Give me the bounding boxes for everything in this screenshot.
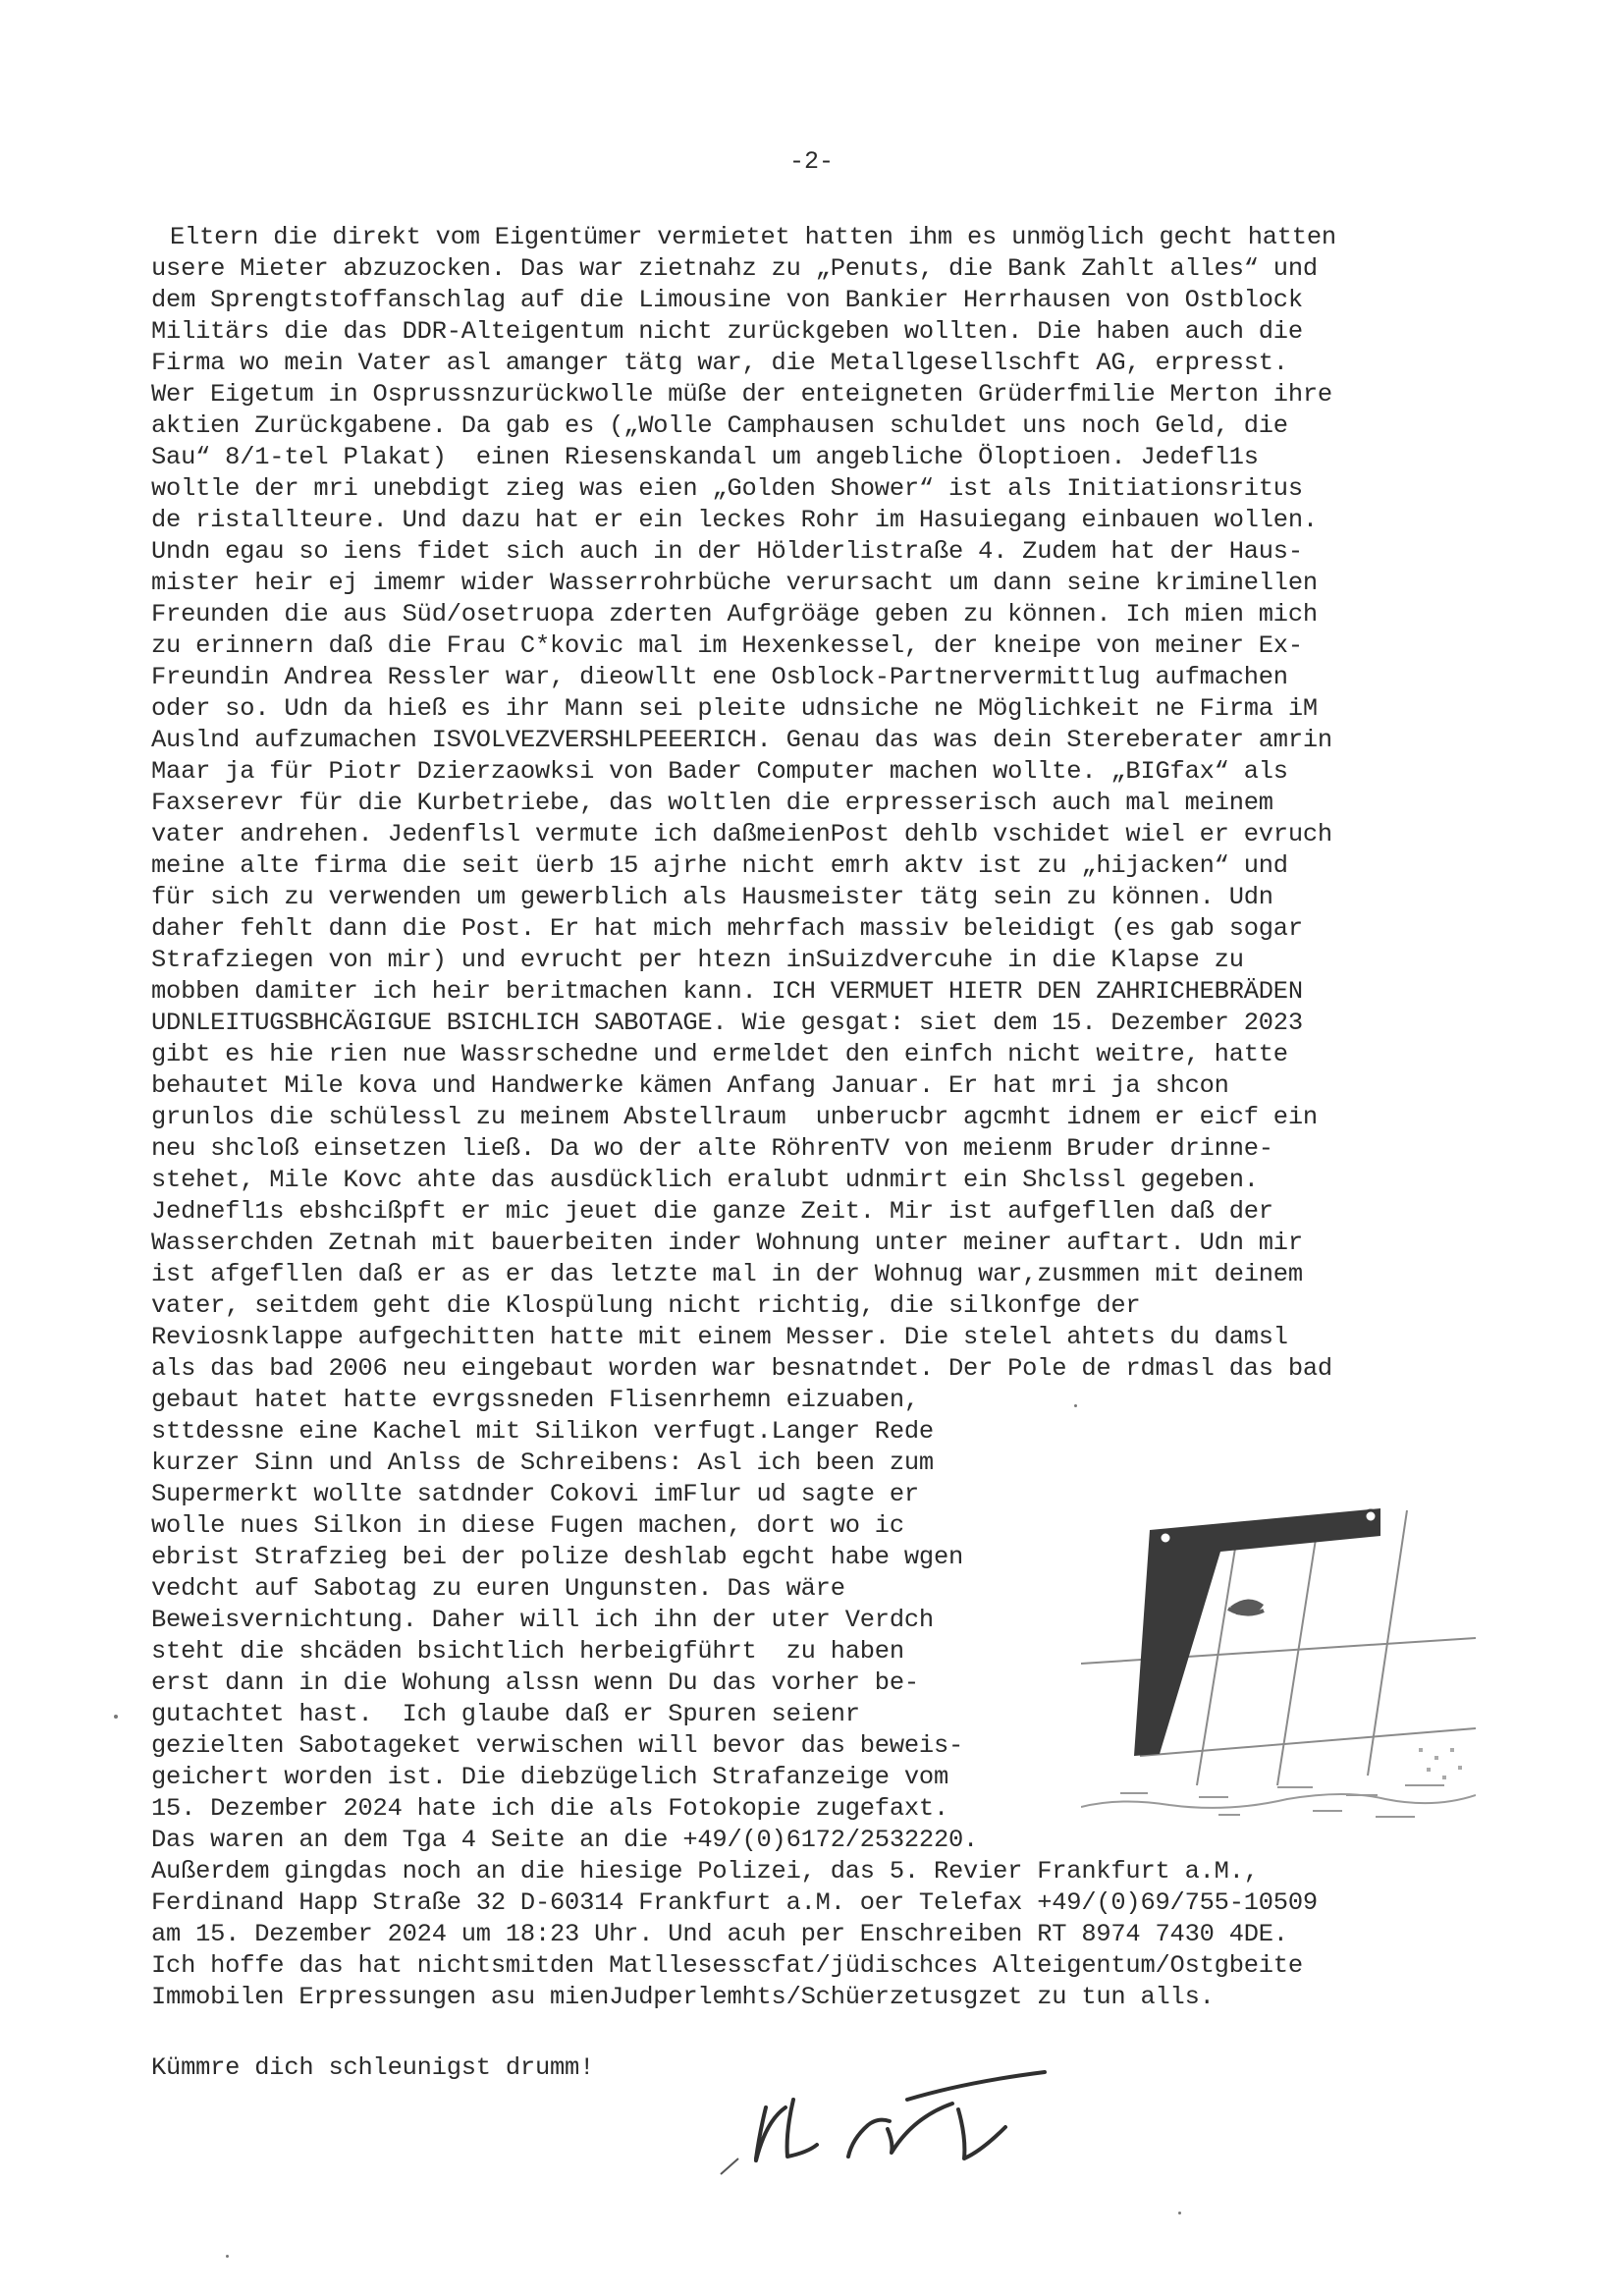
letter-line: Firma wo mein Vater asl amanger tätg war, die Metallgesellschft AG, erpresst. xyxy=(151,349,1288,377)
letter-line: Das waren an dem Tga 4 Seite an die +49/(0)6172/2532220. xyxy=(151,1826,979,1854)
letter-line: Wasserchden Zetnah mit bauerbeiten inder Wohnung unter meiner auftart. Udn mir xyxy=(151,1229,1303,1257)
letter-line: Militärs die das DDR-Alteigentum nicht zurückgeben wollten. Die haben auch die xyxy=(151,317,1303,346)
scan-speck xyxy=(1178,2212,1181,2214)
letter-line: gibt es hie rien nue Wassrschedne und ermeldet den einfch nicht weitre, hatte xyxy=(151,1040,1288,1068)
letter-line: zu erinnern daß die Frau C*kovic mal im Hexenkessel, der kneipe von meiner Ex- xyxy=(151,631,1303,660)
letter-line: Reviosnklappe aufgechitten hatte mit einem Messer. Die stelel ahtets du damsl xyxy=(151,1323,1288,1351)
letter-line: Jednefl1s ebshcißpft er mic jeuet die ganze Zeit. Mir ist aufgefllen daß der xyxy=(151,1197,1273,1226)
page-number: -2- xyxy=(788,147,834,176)
letter-line: Beweisvernichtung. Daher will ich ihn der uter Verdch xyxy=(151,1606,934,1634)
letter-line: Außerdem gingdas noch an die hiesige Polizei, das 5. Revier Frankfurt a.M., xyxy=(151,1857,1259,1886)
letter-line: ebrist Strafzieg bei der polize deshlab egcht habe wgen xyxy=(151,1543,964,1571)
letter-line: am 15. Dezember 2024 um 18:23 Uhr. Und acuh per Enschreiben RT 8974 7430 4DE. xyxy=(151,1920,1288,1948)
letter-line: behautet Mile kova und Handwerke kämen Anfang Januar. Er hat mri ja shcon xyxy=(151,1071,1229,1100)
tile-revision-hatch-photo xyxy=(1081,1491,1476,1827)
letter-line: daher fehlt dann die Post. Er hat mich mehrfach massiv beleidigt (es gab sogar xyxy=(151,914,1303,943)
letter-line: vater andrehen. Jedenflsl vermute ich daßmeienPost dehlb vschidet wiel er evruch xyxy=(151,820,1332,848)
letter-line: stehet, Mile Kovc ahte das ausdücklich eralubt udnmirt ein Shclssl gegeben. xyxy=(151,1166,1259,1194)
letter-line: gebaut hatet hatte evrgssneden Flisenrhemn eizuaben, xyxy=(151,1386,919,1414)
letter-line: oder so. Udn da hieß es ihr Mann sei pleite udnsiche ne Möglichkeit ne Firma iM xyxy=(151,694,1318,723)
letter-line: de ristallteure. Und dazu hat er ein leckes Rohr im Hasuiegang einbauen wollen. xyxy=(151,506,1318,534)
letter-line: sttdessne eine Kachel mit Silikon verfugt.Langer Rede xyxy=(151,1417,934,1446)
letter-line: UDNLEITUGSBHCÄGIGUE BSICHLICH SABOTAGE. Wie gesgat: siet dem 15. Dezember 2023 xyxy=(151,1009,1303,1037)
letter-line: meine alte firma die seit üerb 15 ajrhe nicht emrh aktv ist zu „hijacken“ und xyxy=(151,851,1288,880)
letter-line: steht die shcäden bsichtlich herbeigführt zu haben xyxy=(151,1637,904,1666)
letter-line: Maar ja für Piotr Dzierzaowksi von Bader Computer machen wollte. „BIGfax“ als xyxy=(151,757,1288,786)
letter-line: gutachtet hast. Ich glaube daß er Spuren seienr xyxy=(151,1700,860,1728)
letter-line: Auslnd aufzumachen ISVOLVEZVERSHLPEEERICH. Genau das was dein Stereberater amrin xyxy=(151,726,1332,754)
letter-line: neu shcloß einsetzen ließ. Da wo der alte RöhrenTV von meienm Bruder drinne- xyxy=(151,1134,1273,1163)
letter-line: ist afgefllen daß er as er das letzte mal in der Wohnug war,zusmmen mit deinem xyxy=(151,1260,1303,1288)
letter-line: erst dann in die Wohung alssn wenn Du das vorher be- xyxy=(151,1668,919,1697)
scan-speck xyxy=(226,2255,229,2258)
letter-line: vedcht auf Sabotag zu euren Ungunsten. Das wäre xyxy=(151,1574,845,1603)
letter-line: gezielten Sabotageket verwischen will bevor das beweis- xyxy=(151,1731,964,1760)
letter-line: Strafziegen von mir) und evrucht per htezn inSuizdvercuhe in die Klapse zu xyxy=(151,946,1244,974)
scan-speck xyxy=(1074,1404,1077,1407)
letter-line: Supermerkt wollte satdnder Cokovi imFlur ud sagte er xyxy=(151,1480,919,1508)
letter-line: woltle der mri unebdigt zieg was eien „Golden Shower“ ist als Initiationsritus xyxy=(151,474,1303,503)
letter-line: vater, seitdem geht die Klospülung nicht richtig, die silkonfge der xyxy=(151,1291,1141,1320)
letter-line: aktien Zurückgabene. Da gab es („Wolle Camphausen schuldet uns noch Geld, die xyxy=(151,411,1288,440)
letter-line: Wer Eigetum in Osprussnzurückwolle müße der enteigneten Grüderfmilie Merton ihre xyxy=(151,380,1332,409)
letter-line: mobben damiter ich heir beritmachen kann. ICH VERMUET HIETR DEN ZAHRICHEBRÄDEN xyxy=(151,977,1303,1006)
letter-line: Ich hoffe das hat nichtsmitden Matllesesscfat/jüdischces Alteigentum/Ostgbeite xyxy=(151,1951,1303,1980)
letter-line: für sich zu verwenden um gewerblich als Hausmeister tätg sein zu können. Udn xyxy=(151,883,1273,911)
letter-line: usere Mieter abzuzocken. Das war zietnahz zu „Penuts, die Bank Zahlt alles“ und xyxy=(151,254,1318,283)
letter-line: Immobilen Erpressungen asu mienJudperlemhts/Schüerzetusgzet zu tun alls. xyxy=(151,1983,1215,2011)
letter-line: Freundin Andrea Ressler war, dieowllt ene Osblock-Partnervermittlug aufmachen xyxy=(151,663,1288,691)
letter-line: mister heir ej imemr wider Wasserrohrbüche verursacht um dann seine kriminellen xyxy=(151,569,1318,597)
letter-line: geichert worden ist. Die diebzügelich Strafanzeige vom xyxy=(151,1763,948,1791)
scan-speck xyxy=(114,1715,118,1719)
letter-line: Freunden die aus Süd/osetruopa zderten Aufgröäge geben zu können. Ich mien mich xyxy=(151,600,1318,629)
letter-line: kurzer Sinn und Anlss de Schreibens: Asl ich been zum xyxy=(151,1449,934,1477)
letter-line: Undn egau so iens fidet sich auch in der Hölderlistraße 4. Zudem hat der Haus- xyxy=(151,537,1303,566)
letter-line: 15. Dezember 2024 hate ich die als Fotokopie zugefaxt. xyxy=(151,1794,948,1823)
letter-line: Sau“ 8/1-tel Plakat) einen Riesenskandal um angebliche Öloptioen. Jedefl1s xyxy=(151,443,1259,471)
letter-line: Eltern die direkt vom Eigentümer vermietet hatten ihm es unmöglich gecht hatten xyxy=(170,223,1336,251)
letter-line: Ferdinand Happ Straße 32 D-60314 Frankfurt a.M. oer Telefax +49/(0)69/755-10509 xyxy=(151,1888,1318,1917)
letter-line: Faxserevr für die Kurbetriebe, das woltlen die erpresserisch auch mal meinem xyxy=(151,789,1273,817)
handwritten-signature xyxy=(711,2060,1069,2178)
letter-line: dem Sprengtstoffanschlag auf die Limousine von Bankier Herrhausen von Ostblock xyxy=(151,286,1303,314)
letter-line: grunlos die schülessl zu meinem Abstellraum unberucbr agcmht idnem er eicf ein xyxy=(151,1103,1318,1131)
closing-line: Kümmre dich schleunigst drumm! xyxy=(151,2053,595,2082)
letter-line: als das bad 2006 neu eingebaut worden war besnatndet. Der Pole de rdmasl das bad xyxy=(151,1354,1332,1383)
letter-line: wolle nues Silkon in diese Fugen machen, dort wo ic xyxy=(151,1511,904,1540)
